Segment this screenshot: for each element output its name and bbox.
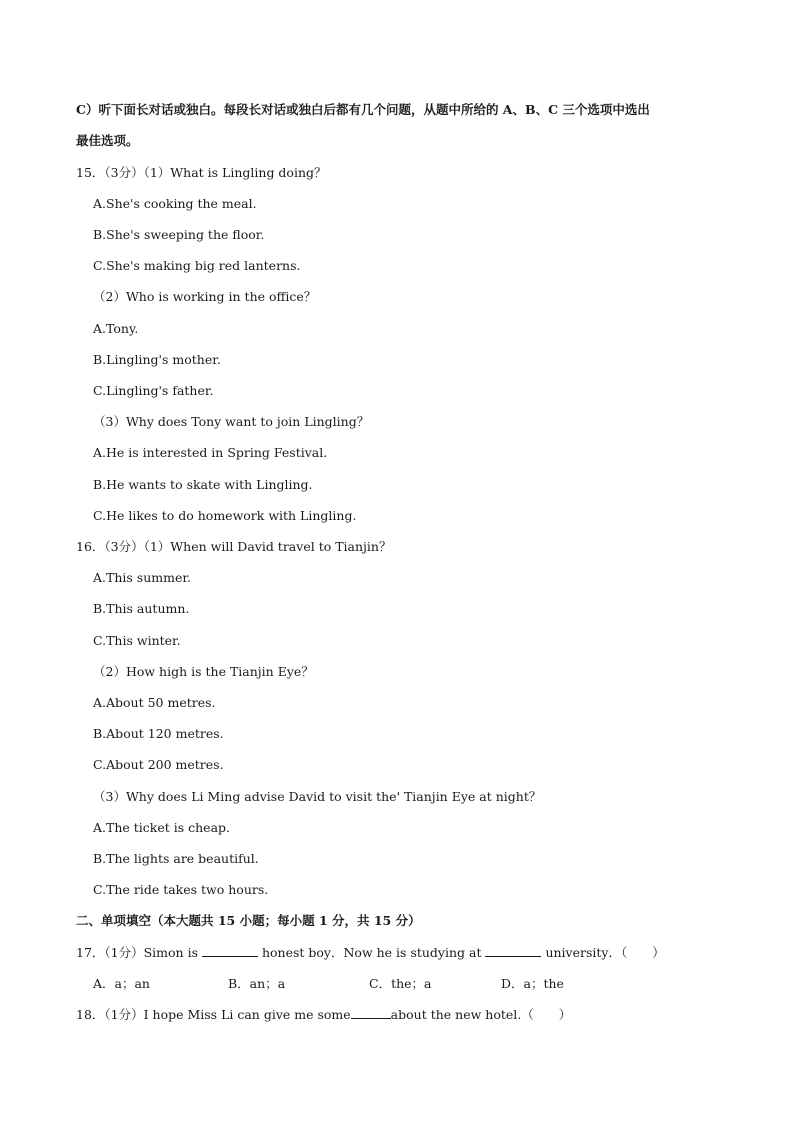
q17-blank-1 bbox=[202, 945, 258, 957]
q15-2-option-b: B.Lingling's mother. bbox=[93, 352, 221, 367]
q15-2-option-c: C.Lingling's father. bbox=[93, 383, 214, 398]
q15-3-question: （3）Why does Tony want to join Lingling？ bbox=[93, 414, 370, 429]
q16-2-option-a: A.About 50 metres. bbox=[93, 695, 216, 710]
q15-stem: 15．（3分）（1）What is Lingling doing？ bbox=[76, 165, 327, 180]
q16-1-option-a: A.This summer. bbox=[93, 570, 191, 585]
q16-2-option-c: C.About 200 metres. bbox=[93, 757, 224, 772]
q16-2-question: （2）How high is the Tianjin Eye？ bbox=[93, 664, 314, 679]
q17-middle: honest boy．Now he is studying at bbox=[261, 945, 486, 960]
q16-1-option-c: C.This winter. bbox=[93, 633, 181, 648]
q15-2-question: （2）Who is working in the office？ bbox=[93, 289, 317, 304]
q16-stem: 16．（3分）（1）When will David travel to Tianjin？ bbox=[76, 539, 392, 554]
q17-suffix: university．（ ） bbox=[545, 945, 665, 960]
section-c-heading-line1: C）听下面长对话或独白。每段长对话或独白后都有几个问题，从题中所给的 A、B、C 三个选项中选出 bbox=[76, 102, 650, 117]
section-c-heading-line2: 最佳选项。 bbox=[76, 133, 139, 148]
q18-prefix: 18．（1分）I hope Miss Li can give me some bbox=[76, 1007, 351, 1022]
q15-1-option-c: C.She's making big red lanterns. bbox=[93, 258, 301, 273]
q17-option-c: C．the；a bbox=[369, 976, 432, 991]
q17-stem bbox=[76, 945, 734, 961]
q18-stem bbox=[76, 1007, 734, 1023]
q15-2-option-a: A.Tony. bbox=[93, 321, 139, 336]
q18-suffix: about the new hotel.（ ） bbox=[390, 1007, 572, 1022]
q17-option-b: B．an；a bbox=[228, 976, 286, 991]
q15-1-option-a: A.She's cooking the meal. bbox=[93, 196, 257, 211]
q16-3-option-b: B.The lights are beautiful. bbox=[93, 851, 259, 866]
q17-option-a: A．a；an bbox=[93, 976, 150, 991]
q17-blank-2 bbox=[485, 945, 541, 957]
q17-prefix: 17．（1分）Simon is bbox=[76, 945, 202, 960]
q15-3-option-a: A.He is interested in Spring Festival. bbox=[93, 445, 328, 460]
q16-3-question: （3）Why does Li Ming advise David to visit the' Tianjin Eye at night？ bbox=[93, 789, 542, 804]
q16-2-option-b: B.About 120 metres. bbox=[93, 726, 224, 741]
q15-1-option-b: B.She's sweeping the floor. bbox=[93, 227, 265, 242]
q18-blank bbox=[351, 1007, 391, 1019]
q16-1-option-b: B.This autumn. bbox=[93, 601, 190, 616]
q15-3-option-c: C.He likes to do homework with Lingling. bbox=[93, 508, 357, 523]
section-2-heading: 二、单项填空（本大题共 15 小题；每小题 1 分，共 15 分） bbox=[76, 913, 421, 928]
q15-3-option-b: B.He wants to skate with Lingling. bbox=[93, 477, 313, 492]
q16-3-option-c: C.The ride takes two hours. bbox=[93, 882, 269, 897]
q16-3-option-a: A.The ticket is cheap. bbox=[93, 820, 231, 835]
q17-option-d: D．a；the bbox=[501, 976, 564, 991]
